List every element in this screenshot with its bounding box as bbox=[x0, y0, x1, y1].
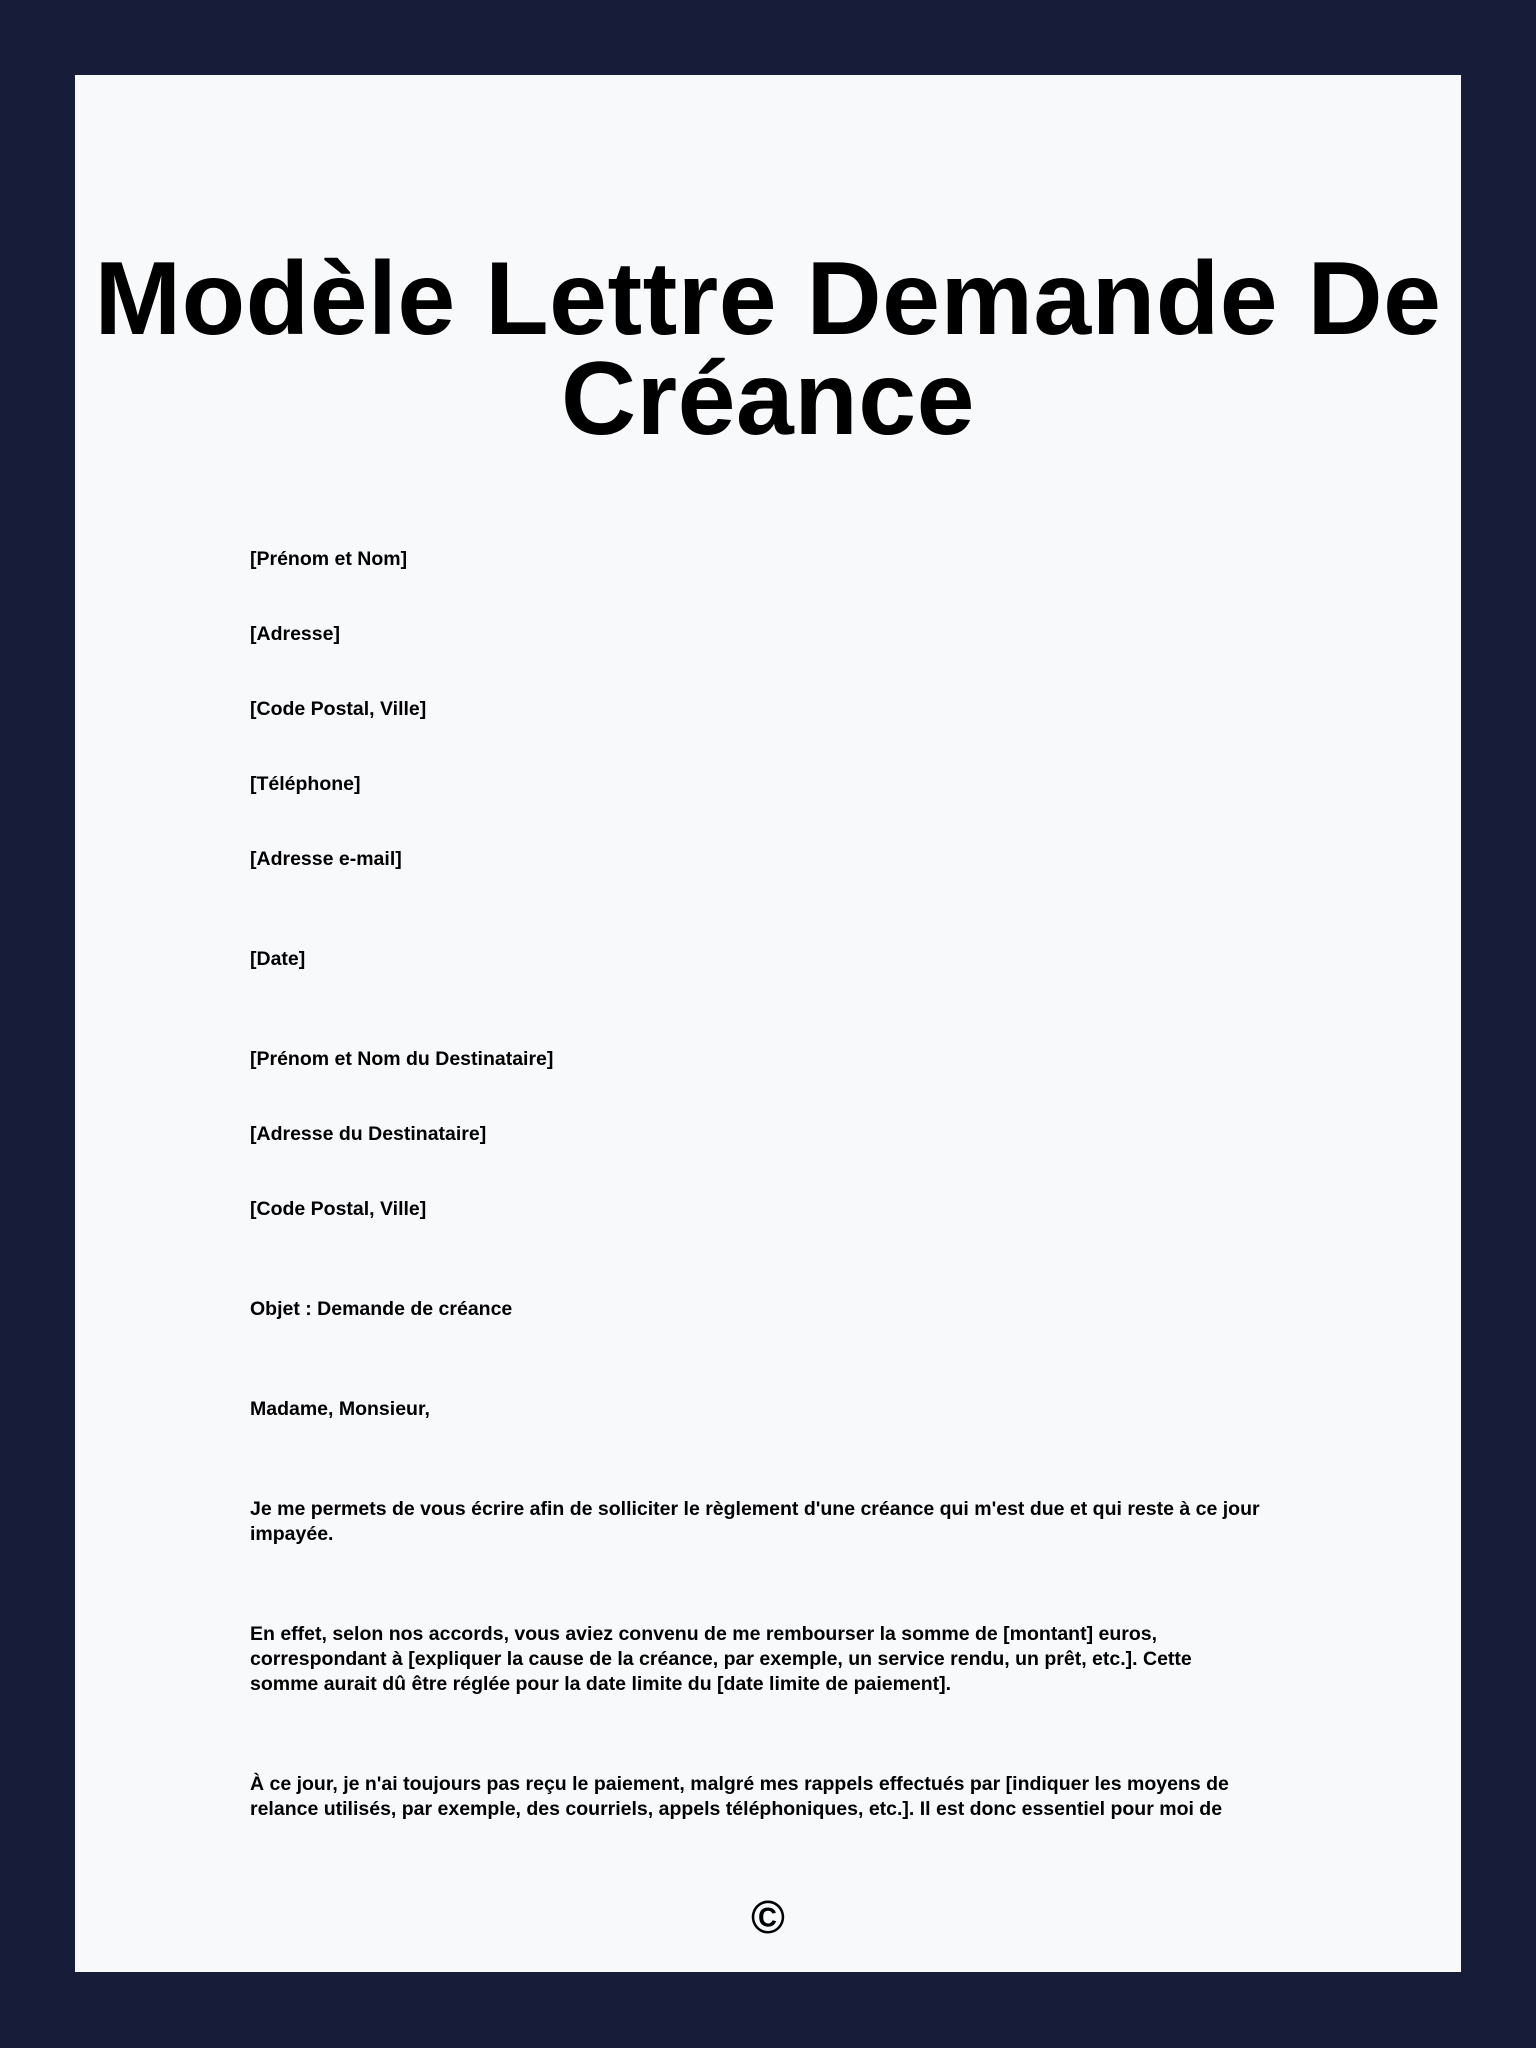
sender-phone: [Téléphone] bbox=[250, 773, 361, 795]
recipient-postal-city: [Code Postal, Ville] bbox=[250, 1198, 427, 1220]
letter-subject: Objet : Demande de créance bbox=[250, 1298, 513, 1320]
paragraph-2: En effet, selon nos accords, vous aviez convenu de me rembourser la somme de [montant] euros, correspondant à [expliquer la cause de la créance, par exemple, un service rendu, un prêt, etc.]. Cette somme aurait dû être réglée pour la date limite du [date limite de paiement]. bbox=[250, 1623, 1192, 1695]
document-page bbox=[75, 75, 1461, 1972]
sender-address: [Adresse] bbox=[250, 623, 340, 645]
document-title: Modèle Lettre Demande De Créance bbox=[94, 241, 1442, 457]
paragraph-3: À ce jour, je n'ai toujours pas reçu le paiement, malgré mes rappels effectués par [indiquer les moyens de relance utilisés, par exemple, des courriels, appels téléphoniques, etc.]. Il est donc essentiel pour moi de bbox=[250, 1773, 1229, 1820]
letter-body bbox=[250, 547, 1260, 1822]
recipient-address: [Adresse du Destinataire] bbox=[250, 1123, 487, 1145]
sender-postal-city: [Code Postal, Ville] bbox=[250, 698, 427, 720]
copyright-icon: © bbox=[751, 1891, 785, 1943]
recipient-name: [Prénom et Nom du Destinataire] bbox=[250, 1048, 554, 1070]
sender-block bbox=[250, 547, 1260, 872]
sender-name: [Prénom et Nom] bbox=[250, 548, 408, 570]
paragraph-1: Je me permets de vous écrire afin de solliciter le règlement d'une créance qui m'est due et qui reste à ce jour impayée. bbox=[250, 1498, 1260, 1545]
sender-email: [Adresse e-mail] bbox=[250, 848, 402, 870]
recipient-block bbox=[250, 1047, 1260, 1222]
letter-date: [Date] bbox=[250, 948, 306, 970]
letter-salutation: Madame, Monsieur, bbox=[250, 1398, 430, 1420]
